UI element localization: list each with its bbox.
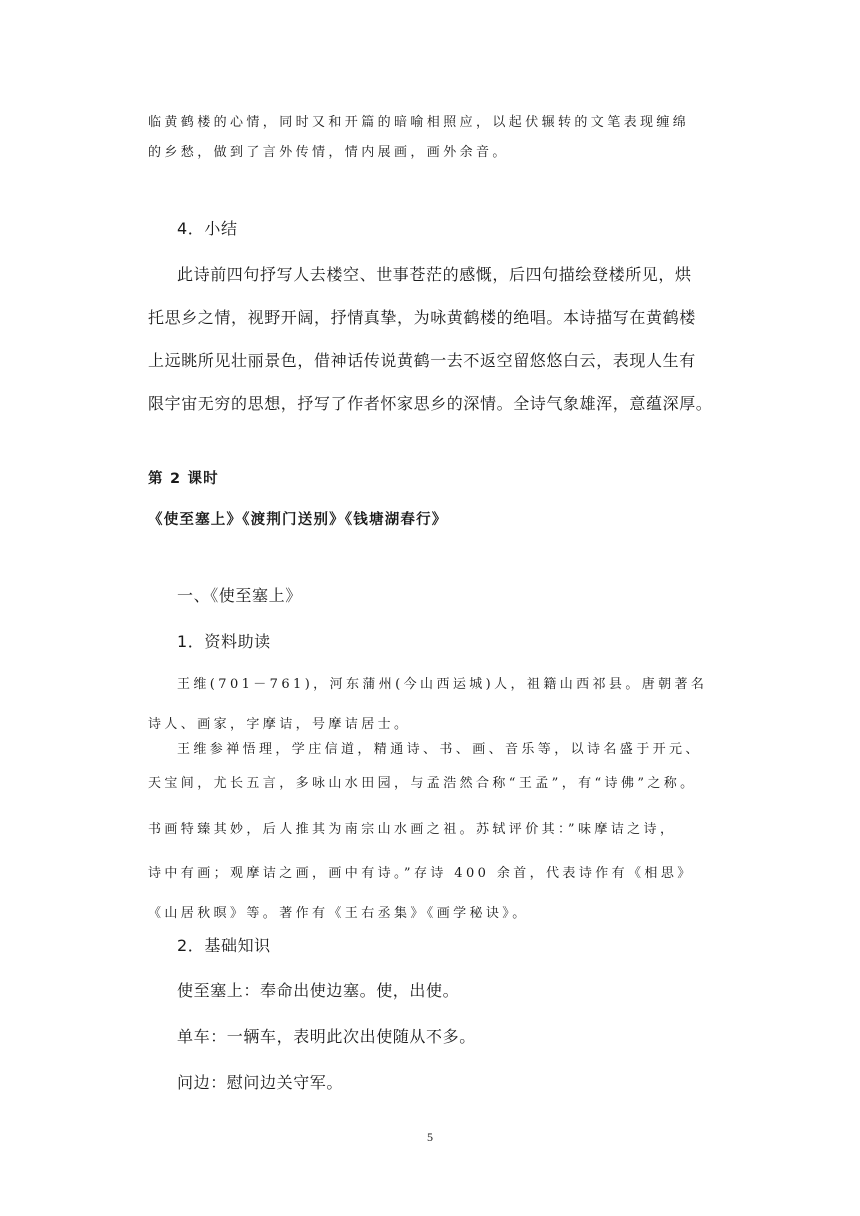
body-text-line: 此诗前四句抒写人去楼空、世事苍茫的感慨，后四句描绘登楼所见，烘 bbox=[177, 265, 692, 284]
section-heading-poem: 一、《使至塞上》 bbox=[177, 586, 302, 605]
subsection-heading: 1．资料助读 bbox=[177, 632, 271, 651]
body-text-line: 诗中有画；观摩诘之画，画中有诗。”存诗 400 余首，代表诗作有《相思》 bbox=[148, 866, 694, 881]
body-text-line: 托思乡之情，视野开阔，抒情真挚，为咏黄鹤楼的绝唱。本诗描写在黄鹤楼 bbox=[148, 308, 696, 327]
body-text-line: 诗人、画家，字摩诘，号摩诘居士。 bbox=[148, 717, 411, 732]
body-text-line: 王维参禅悟理，学庄信道，精通诗、书、画、音乐等，以诗名盛于开元、 bbox=[177, 742, 702, 757]
lesson-subheading: 《使至塞上》《渡荆门送别》《钱塘湖春行》 bbox=[148, 512, 448, 528]
section-heading-summary: 4．小结 bbox=[177, 219, 238, 238]
page-number: 5 bbox=[427, 1130, 433, 1144]
body-text-line: 的乡愁，做到了言外传情，情内展画，画外余音。 bbox=[148, 145, 509, 160]
body-text-line: 王维(701－761)，河东蒲州(今山西运城)人，祖籍山西祁县。唐朝著名 bbox=[177, 677, 708, 692]
body-text-line: 书画特臻其妙，后人推其为南宗山水画之祖。苏轼评价其：”味摩诘之诗， bbox=[148, 822, 677, 837]
subsection-heading: 2．基础知识 bbox=[177, 936, 271, 955]
body-text-line: 天宝间，尤长五言，多咏山水田园，与孟浩然合称“王孟”，有“诗佛”之称。 bbox=[148, 776, 697, 791]
body-text-line: 临黄鹤楼的心情，同时又和开篇的暗喻相照应，以起伏辗转的文笔表现缠绵 bbox=[148, 115, 690, 130]
body-text-line: 《山居秋暝》等。著作有《王右丞集》《画学秘诀》。 bbox=[148, 906, 529, 921]
definition-line: 单车：一辆车，表明此次出使随从不多。 bbox=[177, 1027, 476, 1046]
definition-line: 使至塞上：奉命出使边塞。使，出使。 bbox=[177, 981, 460, 1000]
body-text-line: 上远眺所见壮丽景色，借神话传说黄鹤一去不返空留悠悠白云，表现人生有 bbox=[148, 351, 696, 370]
body-text-line: 限宇宙无穷的思想，抒写了作者怀家思乡的深情。全诗气象雄浑，意蕴深厚。 bbox=[148, 394, 713, 413]
definition-line: 问边：慰问边关守军。 bbox=[177, 1073, 344, 1092]
lesson-heading: 第 2 课时 bbox=[148, 471, 219, 487]
